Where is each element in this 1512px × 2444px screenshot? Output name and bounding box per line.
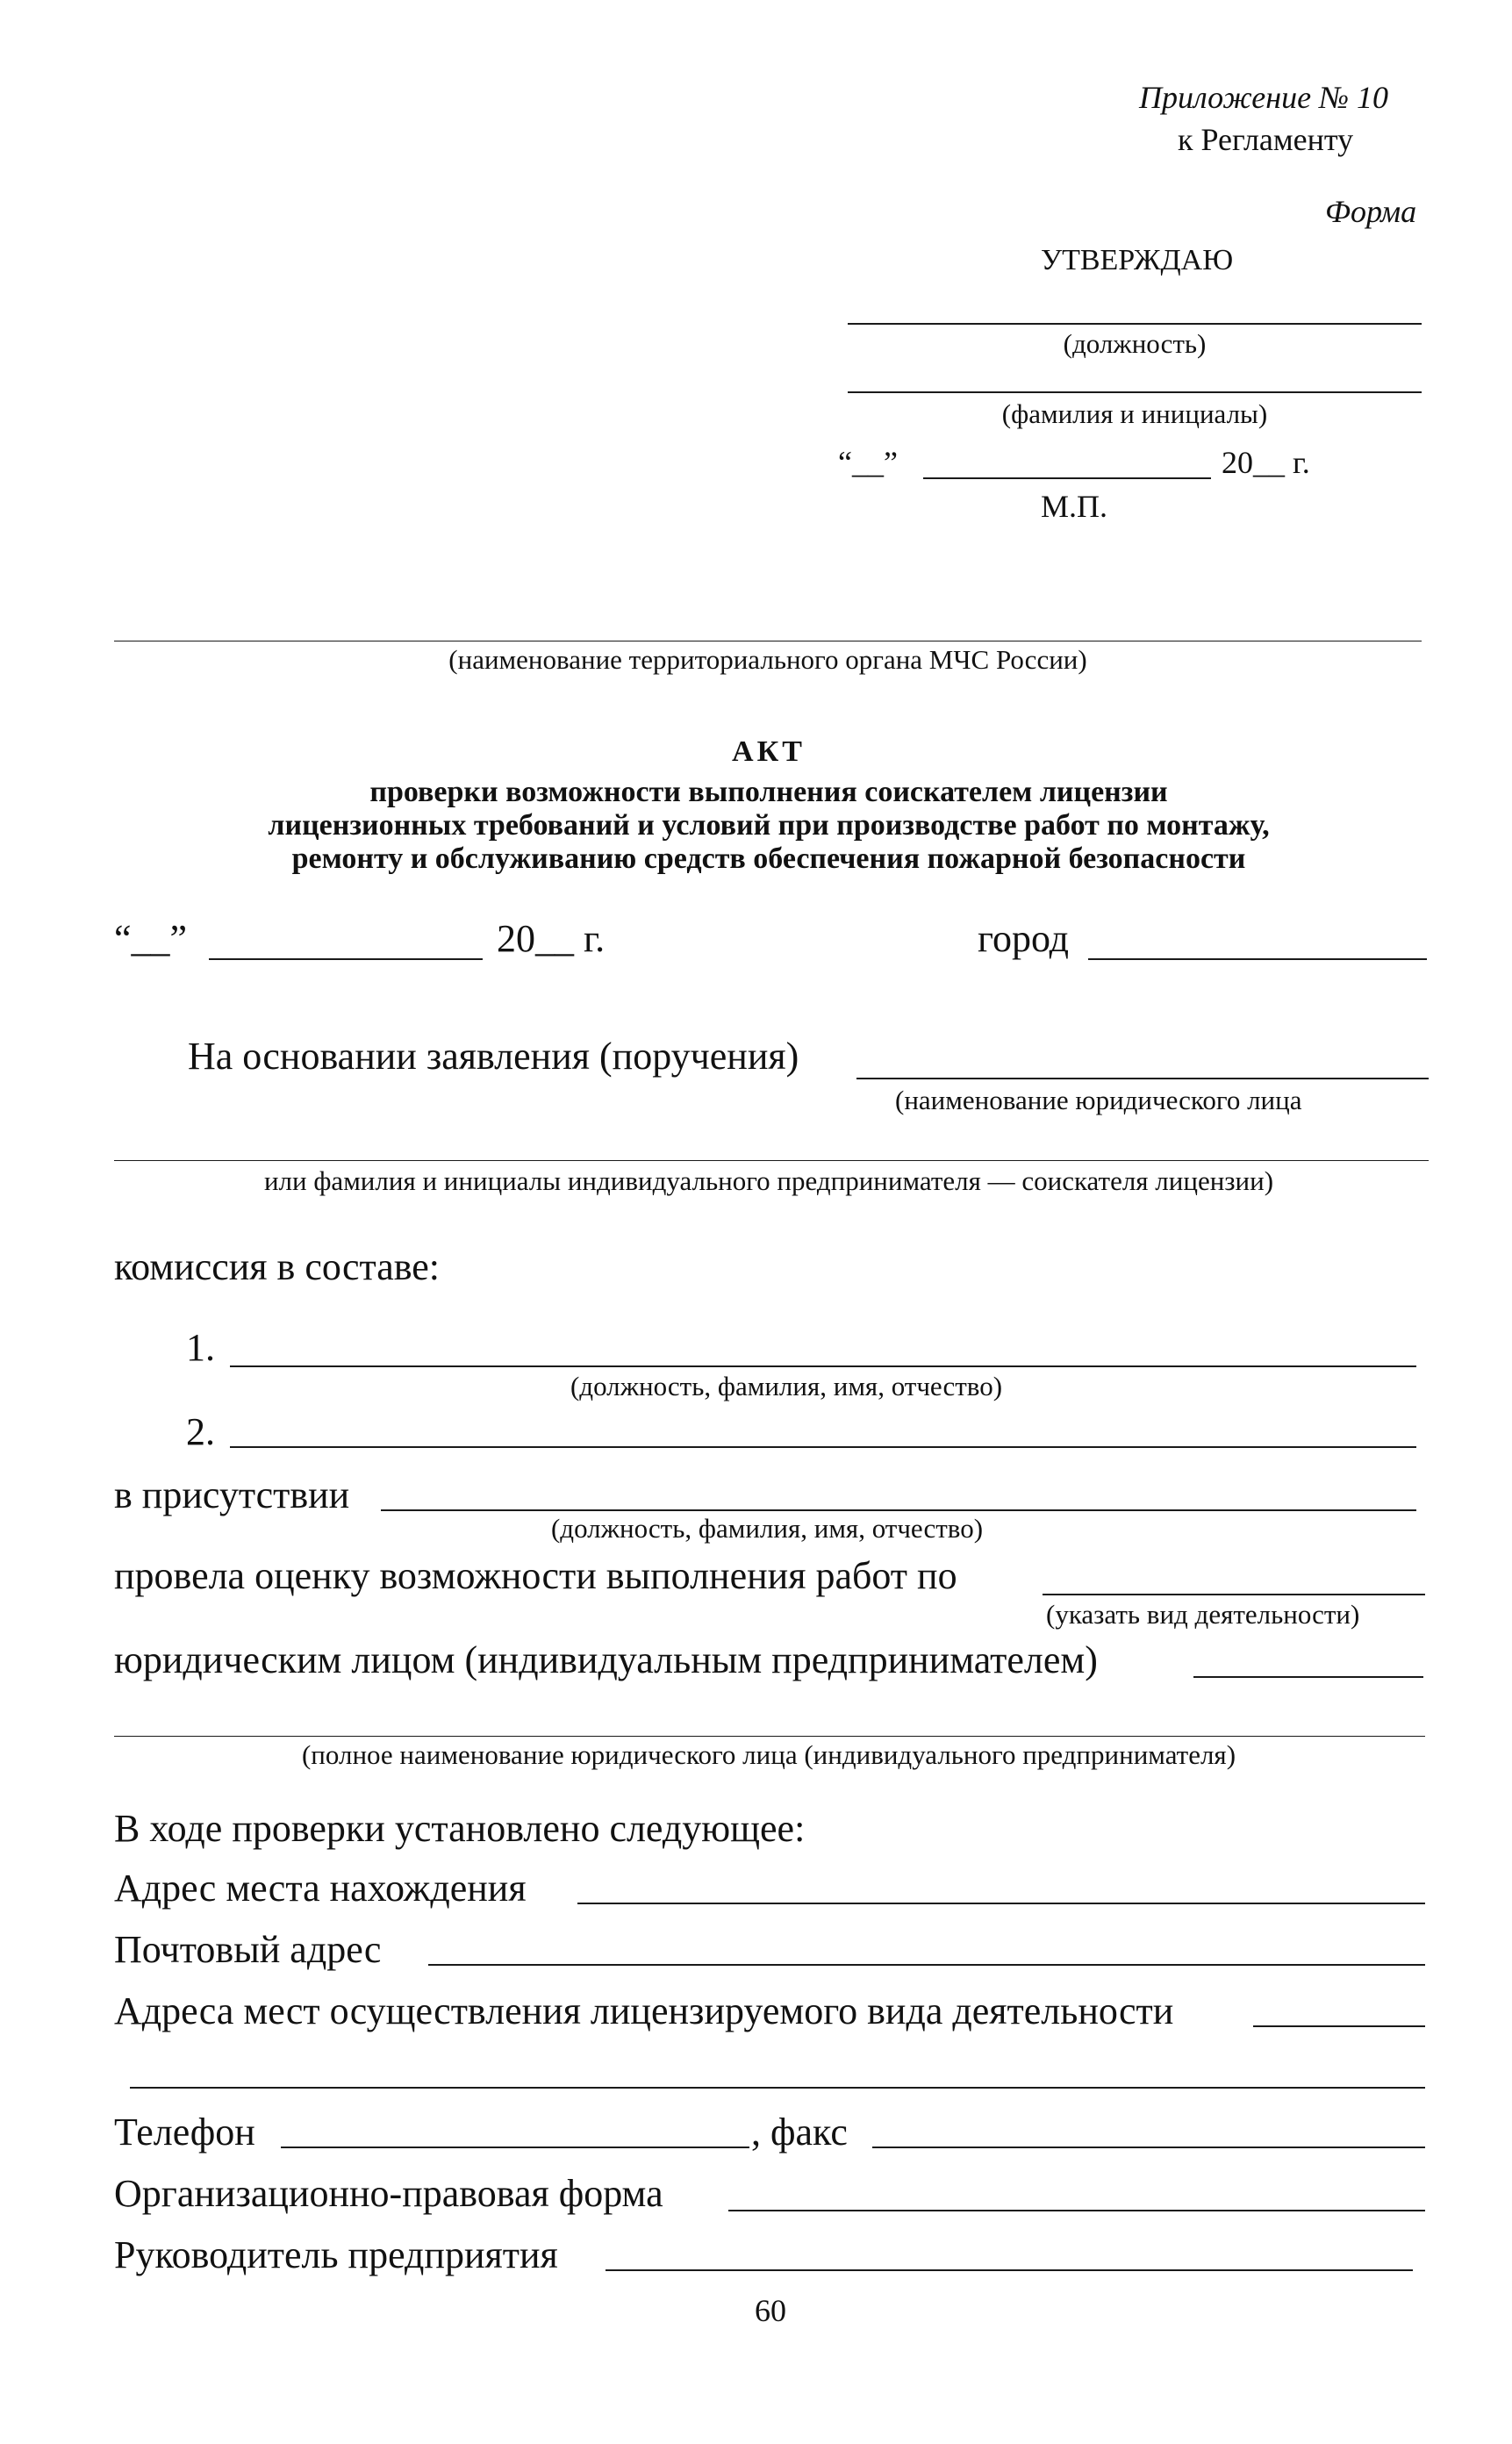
authority-caption: (наименование территориального органа МЧС России) xyxy=(448,644,1087,675)
full-name-caption: (полное наименование юридического лица (индивидуального предпринимателя) xyxy=(301,1739,1236,1770)
entrepreneur-caption: или фамилия и инициалы индивидуального предпринимателя — соискателя лицензии) xyxy=(263,1165,1274,1196)
fax-line[interactable] xyxy=(872,2147,1425,2148)
location-address-line[interactable] xyxy=(577,1903,1425,1904)
approve-date-month-line[interactable] xyxy=(923,477,1211,479)
city-line[interactable] xyxy=(1088,958,1427,960)
position-caption: (должность) xyxy=(1063,328,1207,359)
act-subtitle-line1: проверки возможности выполнения соискателем лицензии xyxy=(369,776,1168,808)
activity-addresses-label: Адреса мест осуществления лицензируемого вида деятельности xyxy=(114,1989,1174,2032)
activity-line[interactable] xyxy=(1043,1594,1425,1595)
legal-form-line[interactable] xyxy=(728,2210,1425,2211)
page-number: 60 xyxy=(755,2293,786,2328)
basis-line[interactable] xyxy=(856,1078,1429,1079)
phone-line[interactable] xyxy=(281,2147,749,2148)
activity-addresses-line[interactable] xyxy=(1253,2025,1425,2027)
member2-number: 2. xyxy=(186,1410,215,1453)
presence-line[interactable] xyxy=(381,1509,1416,1511)
act-subtitle-line2: лицензионных требований и условий при производстве работ по монтажу, xyxy=(268,809,1270,842)
appendix-label: Приложение № 10 xyxy=(1139,80,1389,115)
location-address-label: Адрес места нахождения xyxy=(114,1867,527,1910)
act-date-day: “__” xyxy=(114,917,188,960)
legal-entity-label: юридическим лицом (индивидуальным предпринимателем) xyxy=(114,1638,1098,1681)
postal-address-line[interactable] xyxy=(428,1964,1425,1966)
legal-form-label: Организационно-правовая форма xyxy=(114,2172,663,2215)
assessment-label: провела оценку возможности выполнения работ по xyxy=(114,1554,957,1597)
legal-entity-line[interactable] xyxy=(1193,1676,1423,1678)
findings-label: В ходе проверки установлено следующее: xyxy=(114,1807,806,1850)
member1-caption: (должность, фамилия, имя, отчество) xyxy=(570,1371,1003,1401)
member1-number: 1. xyxy=(186,1326,215,1369)
commission-label: комиссия в составе: xyxy=(114,1245,441,1288)
reglament-label: к Регламенту xyxy=(1178,122,1354,157)
member1-line[interactable] xyxy=(230,1365,1416,1367)
city-label: город xyxy=(978,917,1070,960)
member2-line[interactable] xyxy=(230,1446,1416,1448)
presence-caption: (должность, фамилия, имя, отчество) xyxy=(550,1513,984,1544)
fax-label: , факс xyxy=(751,2111,848,2154)
approve-date-year: 20__ г. xyxy=(1222,445,1310,480)
act-title: АКТ xyxy=(732,735,806,768)
approve-date-day: “__” xyxy=(838,445,898,480)
name-caption: (фамилия и инициалы) xyxy=(1001,398,1268,429)
entrepreneur-line[interactable] xyxy=(114,1160,1429,1161)
position-line[interactable] xyxy=(848,323,1422,325)
phone-label: Телефон xyxy=(114,2111,255,2154)
full-name-line[interactable] xyxy=(114,1736,1425,1737)
director-label: Руководитель предприятия xyxy=(114,2233,558,2276)
form-label: Форма xyxy=(1325,194,1417,229)
activity-addresses-line2[interactable] xyxy=(130,2087,1425,2089)
seal-label: М.П. xyxy=(1041,489,1108,524)
name-line[interactable] xyxy=(848,391,1422,393)
postal-address-label: Почтовый адрес xyxy=(114,1928,382,1971)
act-date-month-line[interactable] xyxy=(209,958,483,960)
approve-label: УТВЕРЖДАЮ xyxy=(1041,244,1234,276)
basis-label: На основании заявления (поручения) xyxy=(188,1035,799,1078)
act-date-year: 20__ г. xyxy=(497,917,606,960)
director-line[interactable] xyxy=(606,2269,1413,2271)
presence-label: в присутствии xyxy=(114,1473,350,1516)
entity-caption: (наименование юридического лица xyxy=(895,1085,1302,1115)
act-subtitle-line3: ремонту и обслуживанию средств обеспечения пожарной безопасности xyxy=(291,842,1246,875)
activity-caption: (указать вид деятельности) xyxy=(1046,1599,1360,1630)
